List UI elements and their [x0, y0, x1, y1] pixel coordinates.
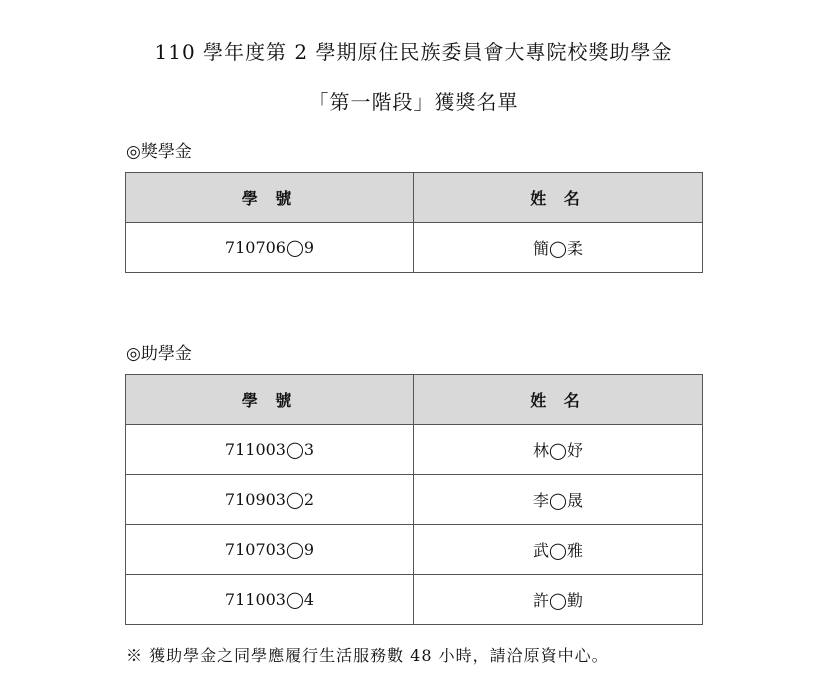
table-row [126, 525, 703, 575]
table-header-row [126, 173, 703, 223]
table-row [126, 575, 703, 625]
name-cell: 許◯勤 [414, 575, 703, 625]
name-cell: 簡◯柔 [414, 223, 703, 273]
student-id-cell: 710903◯2 [126, 475, 414, 525]
student-id-cell: 711003◯4 [126, 575, 414, 625]
table-row [126, 425, 703, 475]
grant-table [125, 374, 703, 625]
student-id-cell: 710703◯9 [126, 525, 414, 575]
document-subtitle: 「第一階段」獲獎名單 [308, 90, 519, 114]
name-header: 姓 名 [414, 173, 703, 223]
name-cell: 武◯雅 [414, 525, 703, 575]
scholarship-heading: ◎獎學金 [126, 142, 192, 162]
scholarship-table [125, 172, 703, 273]
student-id-cell: 710706◯9 [126, 223, 414, 273]
grant-heading: ◎助學金 [126, 344, 192, 364]
document-title: 110 學年度第 2 學期原住民族委員會大專院校獎助學金 [154, 40, 673, 64]
name-cell: 林◯妤 [414, 425, 703, 475]
student-id-header: 學 號 [126, 375, 414, 425]
student-id-header: 學 號 [126, 173, 414, 223]
table-row [126, 223, 703, 273]
table-header-row [126, 375, 703, 425]
student-id-cell: 711003◯3 [126, 425, 414, 475]
table-row [126, 475, 703, 525]
name-cell: 李◯晟 [414, 475, 703, 525]
service-hours-note: ※ 獲助學金之同學應履行生活服務數 48 小時，請洽原資中心。 [126, 646, 609, 665]
name-header: 姓 名 [414, 375, 703, 425]
